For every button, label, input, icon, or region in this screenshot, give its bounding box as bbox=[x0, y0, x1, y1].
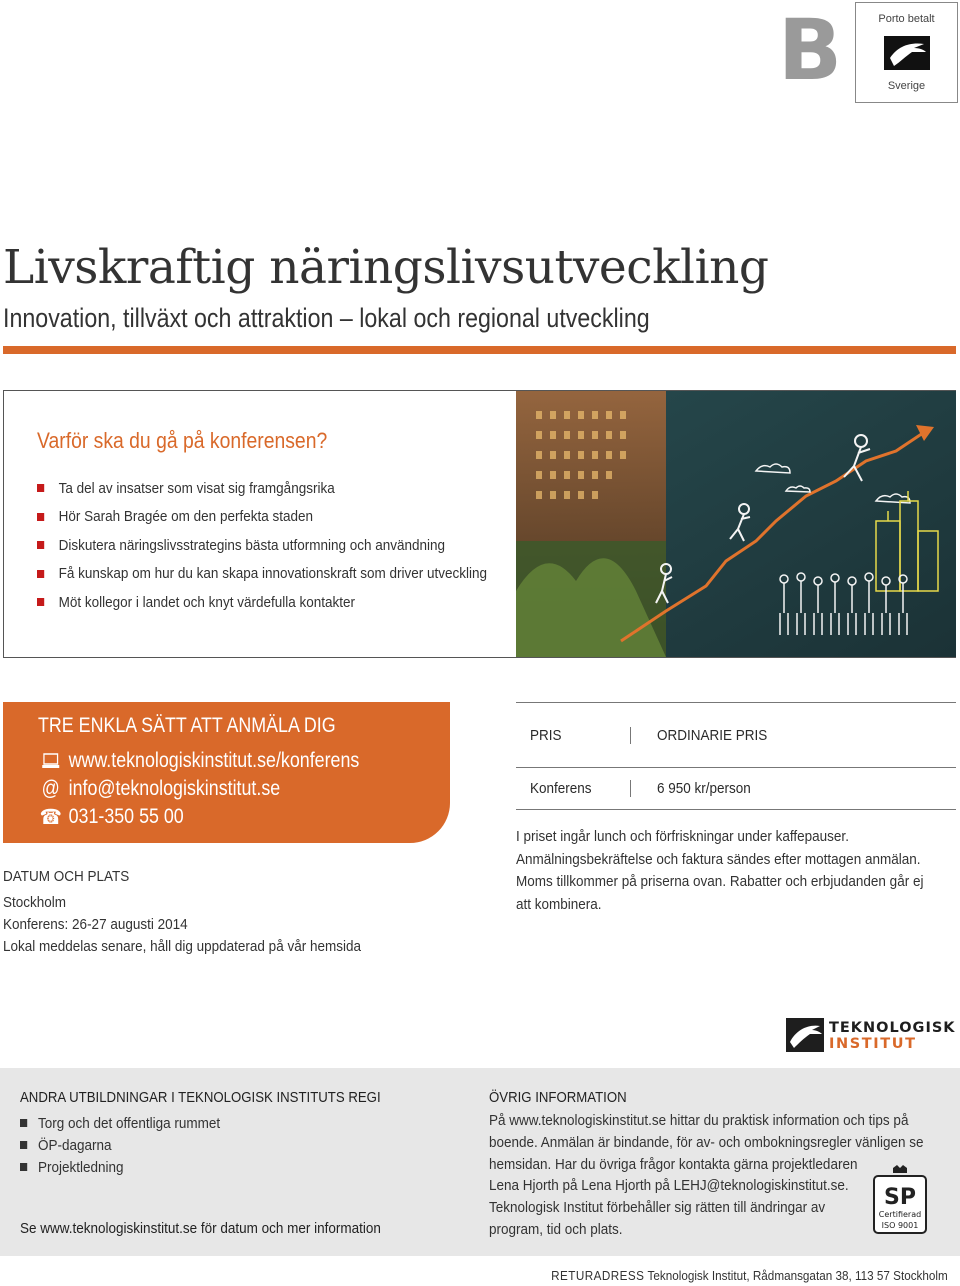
reasons-heading: Varför ska du gå på konferensen? bbox=[37, 428, 328, 453]
table-row bbox=[516, 768, 956, 810]
logo-line-1: TEKNOLOGISK bbox=[829, 1020, 956, 1036]
table-header-cell: ORDINARIE PRIS bbox=[657, 726, 768, 744]
other-courses-heading: ANDRA UTBILDNINGAR I TEKNOLOGISK INSTITUTS REGI bbox=[20, 1089, 381, 1106]
teknologisk-institut-logo-icon bbox=[786, 1018, 824, 1052]
registration-web[interactable] bbox=[38, 748, 359, 774]
postage-stamp bbox=[855, 2, 958, 103]
price-notes: I priset ingår lunch och förfriskningar under kaffepauser. Anmälningsbekräftelse och faktura sändes efter mottagen anmälan. Moms tillkommer på priserna ovan. Rabatter och erbjudanden går ej att kombinera. bbox=[516, 828, 924, 914]
other-info-text: På www.teknologiskinstitut.se hittar du praktisk information och tips på boende. Anmälan är bindande, för av- och ombokningsregler vänligen se hemsidan. Har du övriga frågor kontakta gärna projektledaren Lena Hjorth på Lena Hjorth på LEHJ@teknologiskinstitut.se. Teknologisk Institut förbehåller sig rätten till ändringar av program, tid och plats. bbox=[489, 1112, 924, 1238]
table-cell: 6 950 kr/person bbox=[657, 780, 751, 797]
list-item: Möt kollegor i landet och knyt värdefulla kontakter bbox=[37, 588, 487, 617]
other-courses-link[interactable]: Se www.teknologiskinstitut.se för datum och mer information bbox=[20, 1220, 381, 1237]
table-cell: Konferens bbox=[516, 780, 631, 797]
bullet-square-icon bbox=[37, 598, 44, 606]
return-address-text: Teknologisk Institut, Rådmansgatan 38, 113 57 Stockholm bbox=[647, 1268, 948, 1283]
return-address bbox=[551, 1268, 948, 1283]
table-header-cell: PRIS bbox=[516, 727, 631, 744]
list-item: Diskutera näringslivsstrategins bästa utformning och användning bbox=[37, 531, 487, 560]
title-divider bbox=[3, 346, 956, 354]
postage-bird-icon bbox=[884, 36, 930, 70]
price-table bbox=[516, 702, 956, 810]
bullet-square-icon bbox=[37, 541, 44, 549]
phone-icon: ☎ bbox=[39, 805, 62, 829]
reasons-list bbox=[37, 474, 537, 617]
other-courses-list bbox=[20, 1112, 242, 1178]
growth-illustration bbox=[516, 391, 956, 657]
sp-certification-badge-icon bbox=[873, 1164, 927, 1234]
postage-country-label: Sverige bbox=[887, 80, 926, 92]
registration-email[interactable] bbox=[38, 776, 280, 802]
date-place-city: Stockholm bbox=[3, 894, 67, 911]
list-item: ÖP-dagarna bbox=[20, 1134, 220, 1156]
list-item: Projektledning bbox=[20, 1156, 220, 1178]
registration-email-link[interactable]: info@teknologiskinstitut.se bbox=[68, 777, 281, 800]
page-title: Livskraftig näringslivsutveckling bbox=[3, 240, 769, 295]
at-icon: @ bbox=[41, 777, 60, 800]
date-place-heading: DATUM OCH PLATS bbox=[3, 868, 130, 885]
page-subtitle: Innovation, tillväxt och attraktion – lokal och regional utveckling bbox=[3, 303, 650, 333]
logo-line-2: INSTITUT bbox=[829, 1036, 917, 1052]
registration-heading: TRE ENKLA SÄTT ATT ANMÄLA DIG bbox=[38, 714, 336, 737]
list-item: Hör Sarah Bragée om den perfekta staden bbox=[37, 503, 487, 532]
date-place-venue-note: Lokal meddelas senare, håll dig uppdaterad på vår hemsida bbox=[3, 938, 361, 955]
bullet-square-icon bbox=[37, 570, 44, 578]
table-row bbox=[516, 702, 956, 768]
date-place-conference bbox=[3, 916, 188, 933]
list-item: Få kunskap om hur du kan skapa innovationskraft som driver utveckling bbox=[37, 560, 487, 589]
registration-phone[interactable] bbox=[38, 804, 184, 830]
list-item: Ta del av insatser som visat sig framgångsrika bbox=[37, 474, 487, 503]
postage-letter: B bbox=[778, 1, 841, 99]
return-address-label: RETURADRESS bbox=[551, 1268, 645, 1283]
bullet-square-icon bbox=[20, 1163, 27, 1171]
laptop-icon bbox=[38, 753, 64, 769]
cert-label: Certifierad bbox=[878, 1210, 922, 1219]
cert-mark: SP bbox=[884, 1185, 916, 1210]
conference-date: 26-27 augusti 2014 bbox=[72, 916, 188, 933]
bullet-square-icon bbox=[20, 1119, 27, 1127]
bullet-square-icon bbox=[37, 513, 44, 521]
list-item: Torg och det offentliga rummet bbox=[20, 1112, 220, 1134]
registration-phone-number[interactable]: 031-350 55 00 bbox=[68, 805, 184, 828]
registration-web-link[interactable]: www.teknologiskinstitut.se/konferens bbox=[68, 749, 360, 772]
other-info-heading: ÖVRIG INFORMATION bbox=[489, 1089, 627, 1106]
cert-standard: ISO 9001 bbox=[881, 1221, 919, 1230]
bullet-square-icon bbox=[20, 1141, 27, 1149]
postage-paid-label: Porto betalt bbox=[878, 13, 935, 25]
conference-label: Konferens: bbox=[3, 916, 69, 933]
bullet-square-icon bbox=[37, 484, 44, 492]
